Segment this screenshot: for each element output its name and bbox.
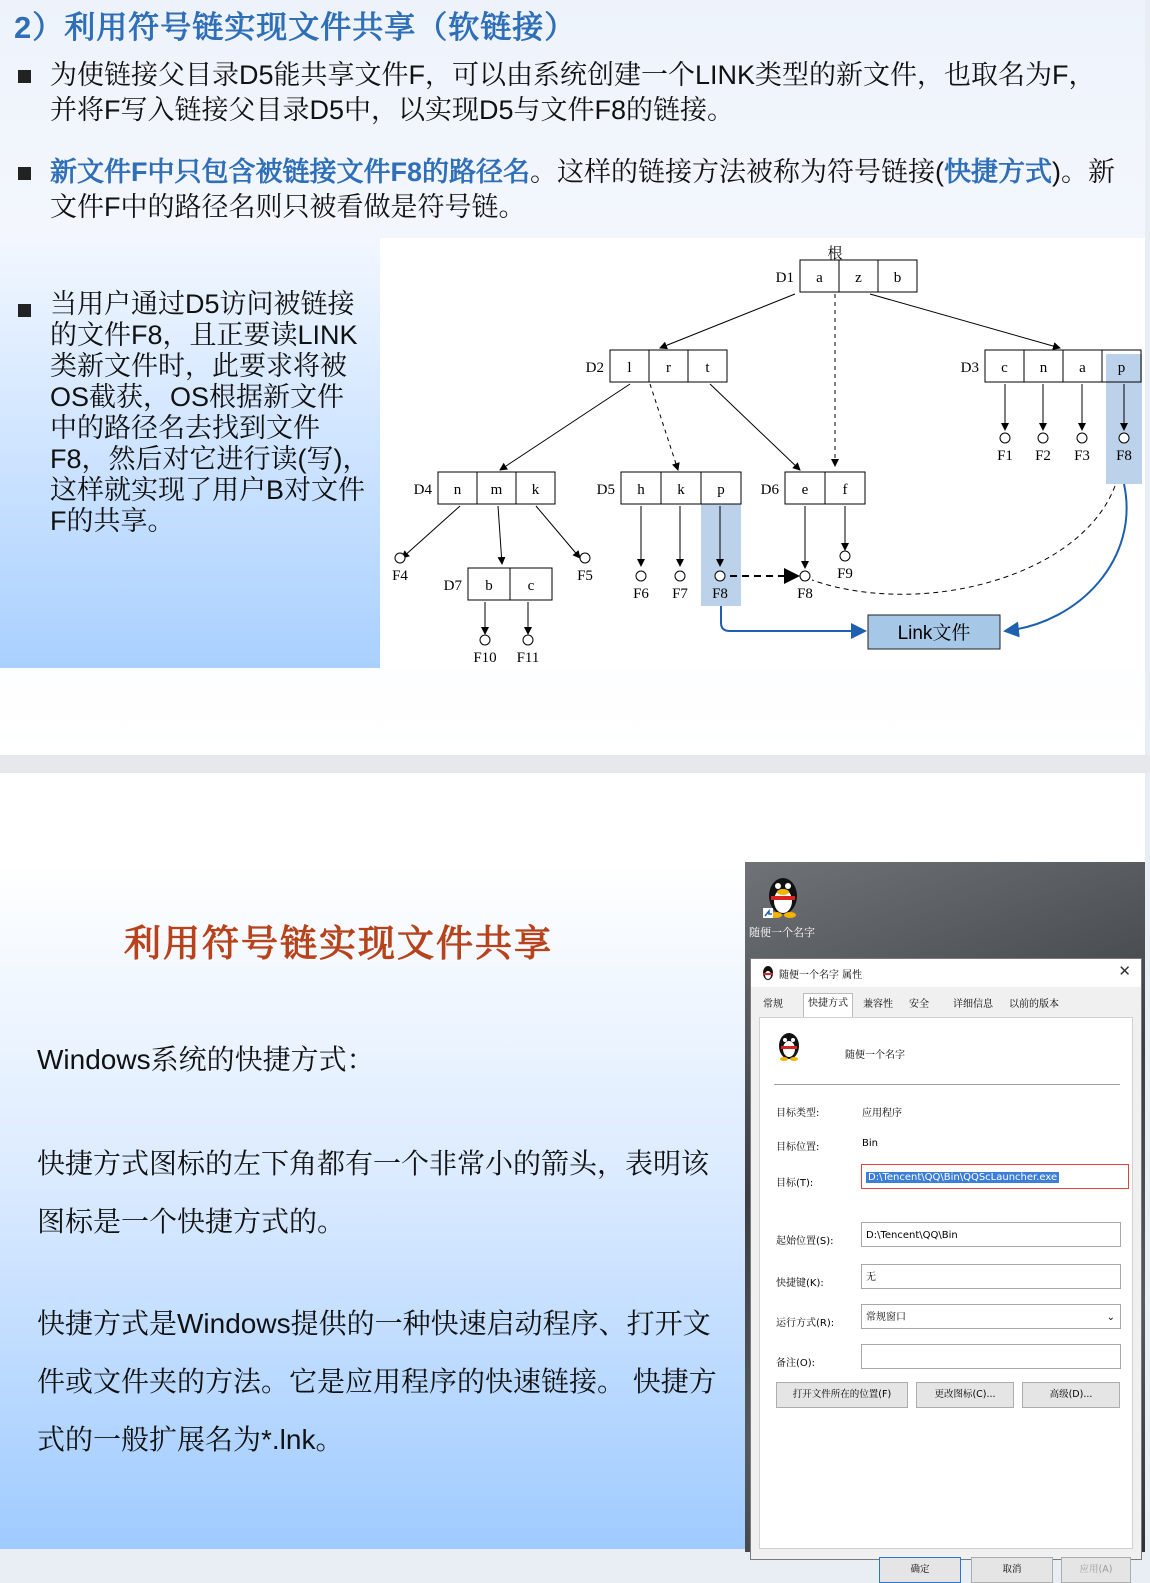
dir-cell-label-d6-1: f	[842, 482, 848, 498]
directory-tree-svg	[380, 238, 1145, 670]
bullet-2-bold-1: 新文件F中只包含被链接文件F8的路径名	[50, 157, 531, 187]
run-select[interactable]	[861, 1304, 1121, 1329]
tab-shortcut[interactable]: 快捷方式	[803, 993, 853, 1018]
start-in-label: 起始位置(S):	[776, 1236, 834, 1247]
close-icon[interactable]: ✕	[1118, 962, 1131, 980]
dialog-titlebar	[751, 959, 1141, 987]
tab-previous-versions[interactable]: 以前的版本	[1009, 999, 1059, 1010]
tab-general[interactable]: 常规	[763, 999, 783, 1010]
dir-cell-label-d3-0: c	[1001, 360, 1008, 376]
dir-cell-label-d7-1: c	[527, 578, 535, 594]
shortcut-panel	[759, 1017, 1133, 1549]
properties-dialog	[750, 958, 1142, 1575]
file-label-11: F10	[473, 650, 497, 666]
dir-label-d3: D3	[960, 360, 979, 376]
open-file-location-button[interactable]: 打开文件所在的位置(F)	[776, 1382, 908, 1408]
dir-cell-label-d7-0: b	[485, 578, 493, 594]
start-in-field[interactable]: D:\Tencent\QQ\Bin	[861, 1222, 1121, 1247]
run-value: 常规窗口	[866, 1312, 906, 1323]
windows-screenshot	[745, 862, 1145, 1575]
target-value: D:\Tencent\QQ\Bin\QQScLauncher.exe	[868, 1172, 1058, 1183]
file-label-4: F4	[392, 568, 408, 584]
slide2-heading: 利用符号链实现文件共享	[124, 923, 553, 964]
file-node-12	[523, 635, 533, 645]
dir-cell-label-d5-0: h	[637, 482, 645, 498]
qq-title-icon	[761, 965, 775, 981]
advanced-button[interactable]: 高级(D)...	[1022, 1382, 1120, 1408]
file-node-11	[480, 635, 490, 645]
file-label-3: F8	[1116, 448, 1132, 464]
slide-windows-shortcut	[0, 773, 1145, 1575]
bullet-3-panel	[0, 238, 380, 668]
dir-cell-label-d2-1: r	[666, 360, 671, 376]
file-node-3	[1119, 433, 1129, 443]
dir-cell-label-d5-1: k	[677, 482, 685, 498]
comment-label: 备注(O):	[776, 1358, 816, 1369]
ok-button[interactable]: 确定	[879, 1557, 961, 1583]
file-label-12: F11	[516, 650, 540, 666]
dir-label-d2: D2	[585, 360, 604, 376]
file-label-8: F8	[712, 586, 728, 602]
apply-button[interactable]: 应用(A)	[1061, 1557, 1131, 1583]
cancel-button[interactable]: 取消	[971, 1557, 1053, 1583]
dir-cell-label-d2-2: t	[705, 360, 710, 376]
target-location-value: Bin	[862, 1138, 878, 1149]
file-node-2	[1077, 433, 1087, 443]
desktop-icon-label: 随便一个名字	[749, 927, 815, 939]
qq-app-icon	[776, 1030, 802, 1062]
tab-details[interactable]: 详细信息	[953, 999, 993, 1010]
bullet-2	[18, 155, 1118, 225]
bullet-square-icon	[18, 304, 31, 317]
file-node-6	[636, 571, 646, 581]
file-node-5	[580, 553, 590, 563]
file-node-1	[1038, 433, 1048, 443]
dir-cell-label-d1-2: b	[893, 270, 902, 286]
slide-title: 2）利用符号链实现文件共享（软链接）	[14, 10, 577, 45]
slide-separator	[0, 755, 1150, 773]
file-node-0	[1000, 433, 1010, 443]
target-field[interactable]	[861, 1164, 1129, 1189]
directory-tree-diagram	[380, 238, 1145, 670]
bullet-square-icon	[18, 167, 31, 180]
shortcut-key-label: 快捷键(K):	[776, 1278, 824, 1289]
file-node-9	[800, 571, 810, 581]
dir-cell-label-d4-2: k	[531, 482, 540, 498]
paragraph-2: 快捷方式图标的左下角都有一个非常小的箭头，表明该图标是一个快捷方式的。	[37, 1148, 710, 1237]
dir-label-d6: D6	[760, 482, 779, 498]
dir-label-d1: D1	[775, 270, 794, 286]
file-label-2: F3	[1074, 448, 1090, 464]
dir-cell-label-d3-1: n	[1039, 360, 1048, 376]
target-label: 目标(T):	[776, 1178, 814, 1189]
tab-security[interactable]: 安全	[909, 999, 929, 1010]
slide-symbolic-link	[0, 0, 1145, 755]
comment-field[interactable]	[861, 1344, 1121, 1369]
file-node-8	[715, 571, 725, 581]
target-type-label: 目标类型:	[776, 1108, 820, 1119]
target-location-label: 目标位置:	[776, 1142, 820, 1153]
shortcut-name: 随便一个名字	[845, 1050, 905, 1061]
link-file-label: Link文件	[897, 623, 971, 644]
dir-cell-label-d6-0: e	[801, 482, 809, 498]
dir-cell-label-d4-1: m	[490, 482, 503, 498]
bullet-2-text-1: 。这样的链接方法被称为符号链接(	[530, 157, 945, 187]
paragraph-3: 快捷方式是Windows提供的一种快速启动程序、打开文件或文件夹的方法。它是应用程序的快速链接。 快捷方式的一般扩展名为*.lnk。	[37, 1308, 717, 1455]
dir-cell-label-d1-0: a	[816, 270, 823, 286]
bullet-square-icon	[18, 70, 31, 83]
bullet-2-text-2: )。新文件F中的路径名则只被看做是符号链。	[50, 157, 1116, 222]
run-label: 运行方式(R):	[776, 1318, 835, 1329]
dir-cell-label-d5-2: p	[717, 482, 725, 498]
file-label-1: F2	[1035, 448, 1051, 464]
bullet-2-bold-2: 快捷方式	[944, 157, 1053, 187]
change-icon-button[interactable]: 更改图标(C)...	[916, 1382, 1014, 1408]
file-label-5: F5	[577, 568, 593, 584]
divider	[774, 1084, 1120, 1085]
dir-label-d5: D5	[596, 482, 615, 498]
file-node-4	[395, 553, 405, 563]
dir-cell-label-d2-0: l	[627, 360, 632, 376]
bullet-1	[18, 58, 1118, 128]
dir-label-d7: D7	[443, 578, 462, 594]
dir-label-d4: D4	[413, 482, 432, 498]
paragraph-1: Windows系统的快捷方式：	[37, 1044, 375, 1075]
file-label-9: F8	[797, 586, 813, 602]
file-label-6: F6	[633, 586, 649, 602]
dir-cell-label-d1-1: z	[855, 270, 862, 286]
root-label: 根	[827, 246, 843, 262]
qq-penguin-icon[interactable]	[763, 870, 803, 920]
bullet-2-text	[50, 155, 1118, 225]
bullet-1-text: 为使链接父目录D5能共享文件F，可以由系统创建一个LINK类型的新文件，也取名为F，并将F写入链接父目录D5中，以实现D5与文件F8的链接。	[50, 60, 1096, 125]
file-label-0: F1	[997, 448, 1013, 464]
bullet-3-text: 当用户通过D5访问被链接的文件F8，且正要读LINK类新文件时，此要求将被OS截获，OS根据新文件中的路径名去找到文件F8，然后对它进行读(写)，这样就实现了用户B对文件F的共享。	[50, 289, 370, 536]
dir-cell-label-d3-3: p	[1117, 360, 1126, 376]
target-type-value: 应用程序	[862, 1108, 902, 1119]
file-label-7: F7	[672, 586, 688, 602]
dir-cell-label-d4-0: n	[453, 482, 462, 498]
chevron-down-icon: ⌄	[1106, 1312, 1115, 1323]
dir-cell-label-d3-2: a	[1079, 360, 1086, 376]
dialog-title: 随便一个名字 属性	[779, 970, 863, 981]
file-node-10	[840, 551, 850, 561]
file-label-10: F9	[837, 566, 853, 582]
tab-compatibility[interactable]: 兼容性	[863, 999, 893, 1010]
file-node-7	[675, 571, 685, 581]
shortcut-key-field[interactable]: 无	[861, 1264, 1121, 1289]
